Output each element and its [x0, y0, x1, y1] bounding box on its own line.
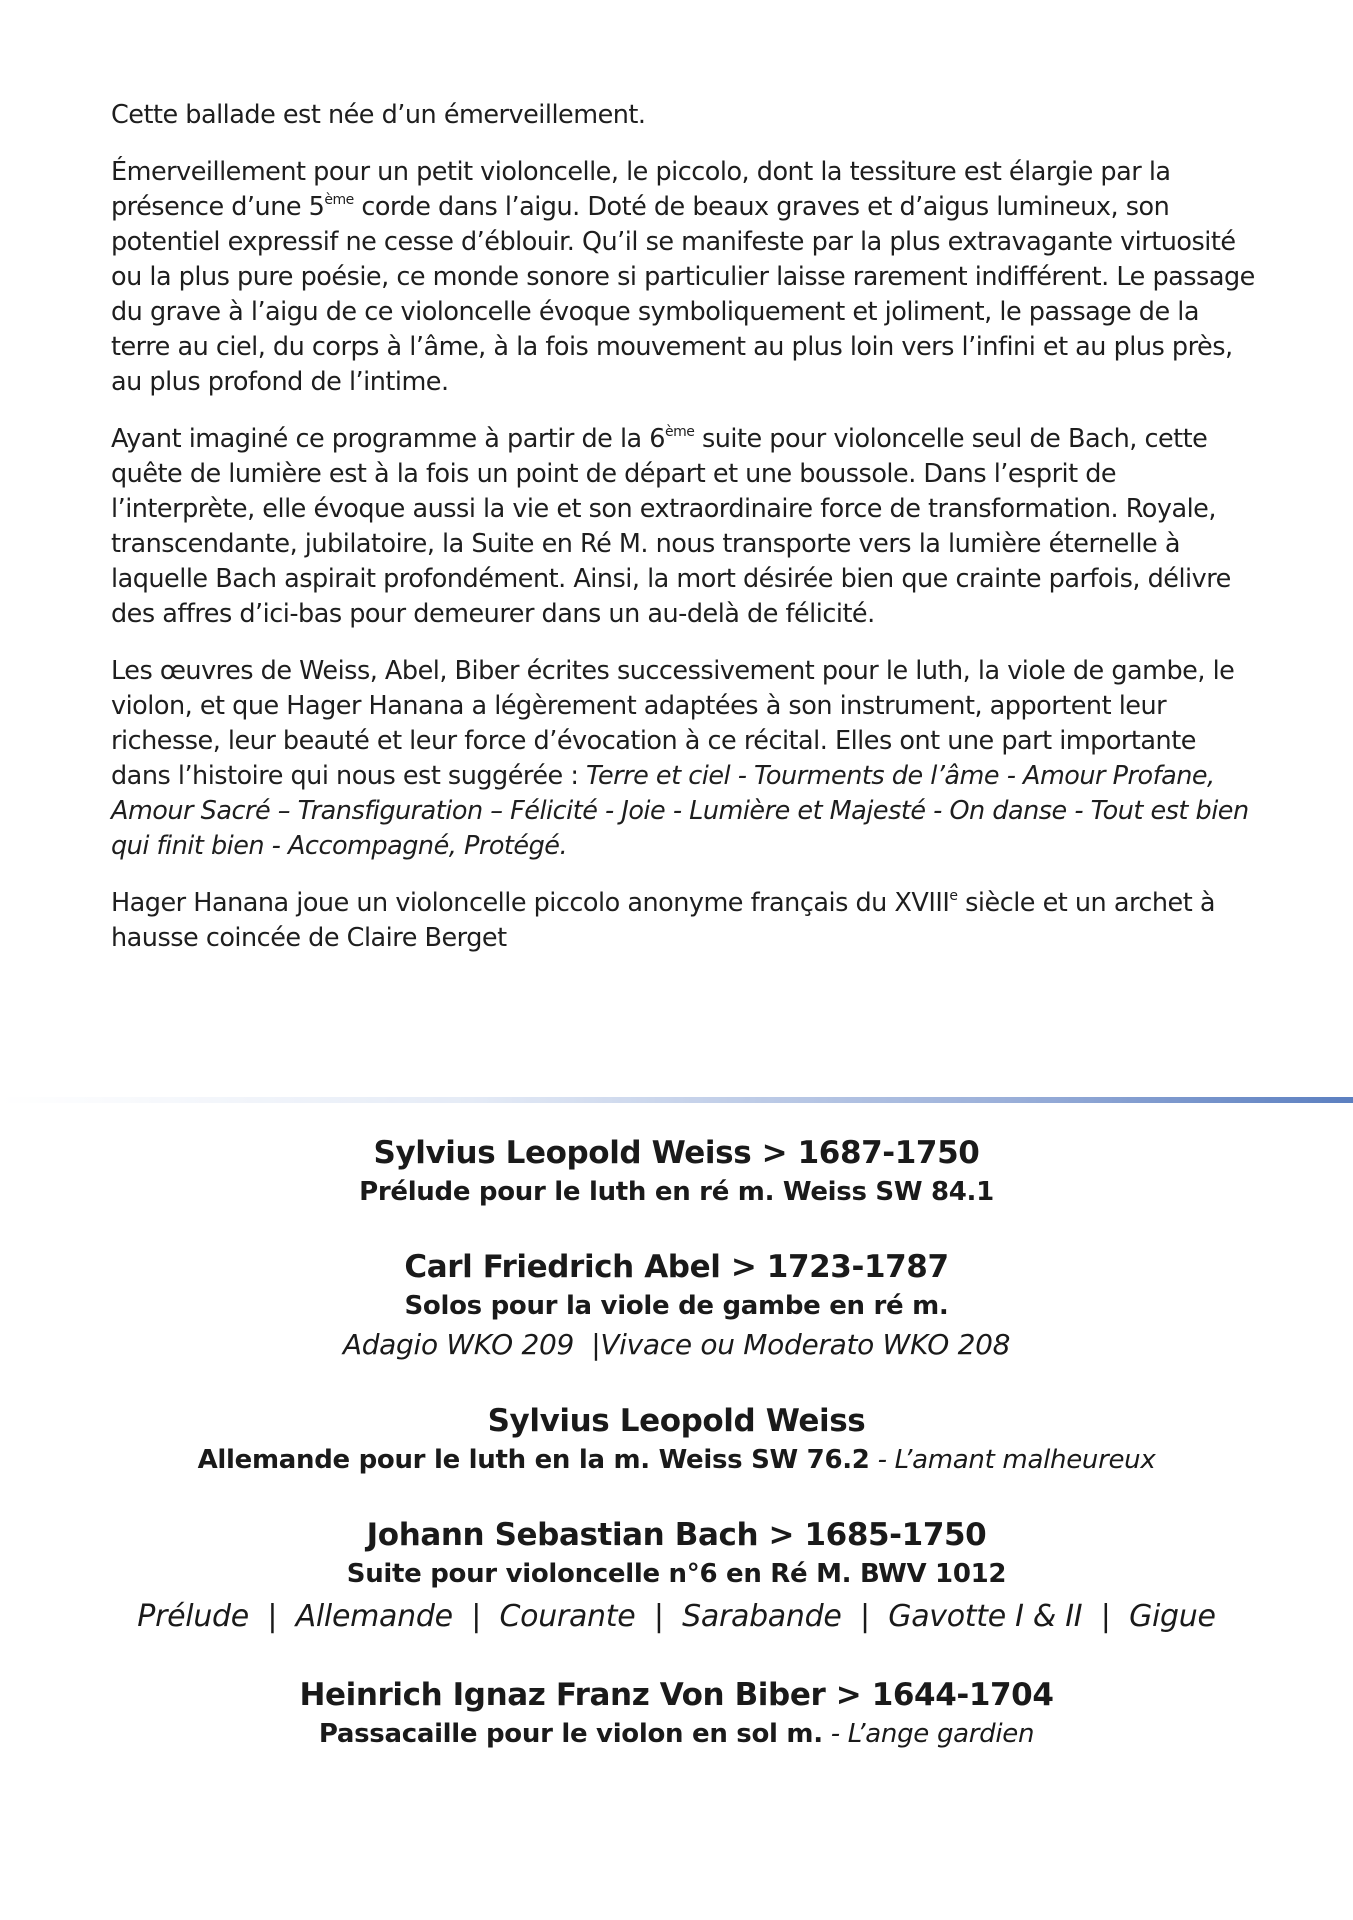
work-title-text: Passacaille pour le violon en sol m. [318, 1719, 823, 1749]
intro-paragraph-text: Hager Hanana joue un violoncelle piccolo anonyme français du XVIII [111, 888, 950, 918]
intro-paragraph-text: suite pour violoncelle seul de Bach, cette quête de lumière est à la fois un point de départ et une boussole. Dans l’esprit de l’interprète, elle évoque aussi la vie et son extraordinaire force de transformation. Royale, transcendante, jubilatoire, la Suite en Ré M. nous transporte vers la lumière éternelle à laquelle Bach aspirait profondément. Ainsi, la mort désirée bien que crainte parfois, délivre des affres d’ici-bas pour demeurer dans un au-delà de félicité. [111, 424, 1231, 629]
work-title [0, 1173, 1353, 1211]
work-title-text: Prélude pour le luth en ré m. Weiss SW 84.1 [359, 1177, 994, 1207]
composer-heading: Sylvius Leopold Weiss [487, 1403, 866, 1439]
work-subtitle: - L’ange gardien [822, 1719, 1035, 1749]
work-title-text: Allemande pour le luth en la m. Weiss SW 76.2 [197, 1445, 870, 1475]
composer-heading: Sylvius Leopold Weiss > 1687-1750 [373, 1135, 980, 1171]
superscript: ème [324, 191, 354, 208]
intro-paragraph-text: Cette ballade est née d’un émerveillement. [111, 100, 646, 130]
intro-paragraph-text: Ayant imaginé ce programme à partir de la 6 [111, 424, 665, 454]
intro-paragraph [111, 155, 1261, 400]
program-item [0, 1247, 1353, 1365]
work-subtitle: - L’amant malheureux [869, 1445, 1156, 1475]
movements-list: Adagio WKO 209 |Vivace ou Moderato WKO 208 [342, 1328, 1011, 1361]
program-list [0, 1133, 1353, 1789]
intro-paragraph [111, 886, 1261, 956]
superscript: ème [665, 423, 695, 440]
superscript: e [949, 887, 958, 904]
composer-heading: Johann Sebastian Bach > 1685-1750 [366, 1517, 987, 1553]
work-title [0, 1441, 1353, 1479]
intro-paragraph-text: Les œuvres de Weiss, Abel, Biber écrites successivement pour le luth, la viole de gambe, le violon, et que Hager Hanana a légèrement adaptées à son instrument, apportent leur richesse, leur beauté et leur force d’évocation à ce récital. Elles ont une part importante dans l’histoire qui nous est suggérée : [111, 656, 1235, 791]
intro-paragraph-text: Émerveillement pour un petit violoncelle, le piccolo, dont la tessiture est élargie par la présence d’une 5 [111, 157, 1171, 222]
composer-heading: Carl Friedrich Abel > 1723-1787 [404, 1249, 949, 1285]
work-title [0, 1555, 1353, 1593]
work-title [0, 1287, 1353, 1325]
work-title [0, 1715, 1353, 1753]
work-title-text: Solos pour la viole de gambe en ré m. [404, 1291, 949, 1321]
work-title-text: Suite pour violoncelle n°6 en Ré M. BWV 1012 [346, 1559, 1007, 1589]
intro-italic-themes: Terre et ciel - Tourments de l’âme - Amour Profane, Amour Sacré – Transfiguration – Félicité - Joie - Lumière et Majesté - On danse - Tout est bien qui finit bien - Accompagné, Protégé. [111, 761, 1249, 861]
program-item [0, 1515, 1353, 1639]
intro-paragraph [111, 654, 1261, 864]
section-divider [0, 1097, 1353, 1103]
movements-list: Prélude | Allemande | Courante | Sarabande | Gavotte I & II | Gigue [137, 1599, 1216, 1634]
intro-text [111, 98, 1261, 978]
intro-paragraph [111, 98, 1261, 133]
intro-paragraph-text: corde dans l’aigu. Doté de beaux graves et d’aigus lumineux, son potentiel expressif ne cesse d’éblouir. Qu’il se manifeste par la plus extravagante virtuosité ou la plus pure poésie, ce monde sonore si particulier laisse rarement indifférent. Le passage du grave à l’aigu de ce violoncelle évoque symboliquement et joliment, le passage de la terre au ciel, du corps à l’âme, à la fois mouvement au plus loin vers l’infini et au plus près, au plus profond de l’intime. [111, 192, 1255, 397]
intro-paragraph [111, 422, 1261, 632]
program-item [0, 1133, 1353, 1211]
composer-heading: Heinrich Ignaz Franz Von Biber > 1644-1704 [299, 1677, 1054, 1713]
program-item [0, 1401, 1353, 1479]
program-item [0, 1675, 1353, 1753]
intro-paragraph-text: siècle et un archet à hausse coincée de Claire Berget [111, 888, 1215, 953]
